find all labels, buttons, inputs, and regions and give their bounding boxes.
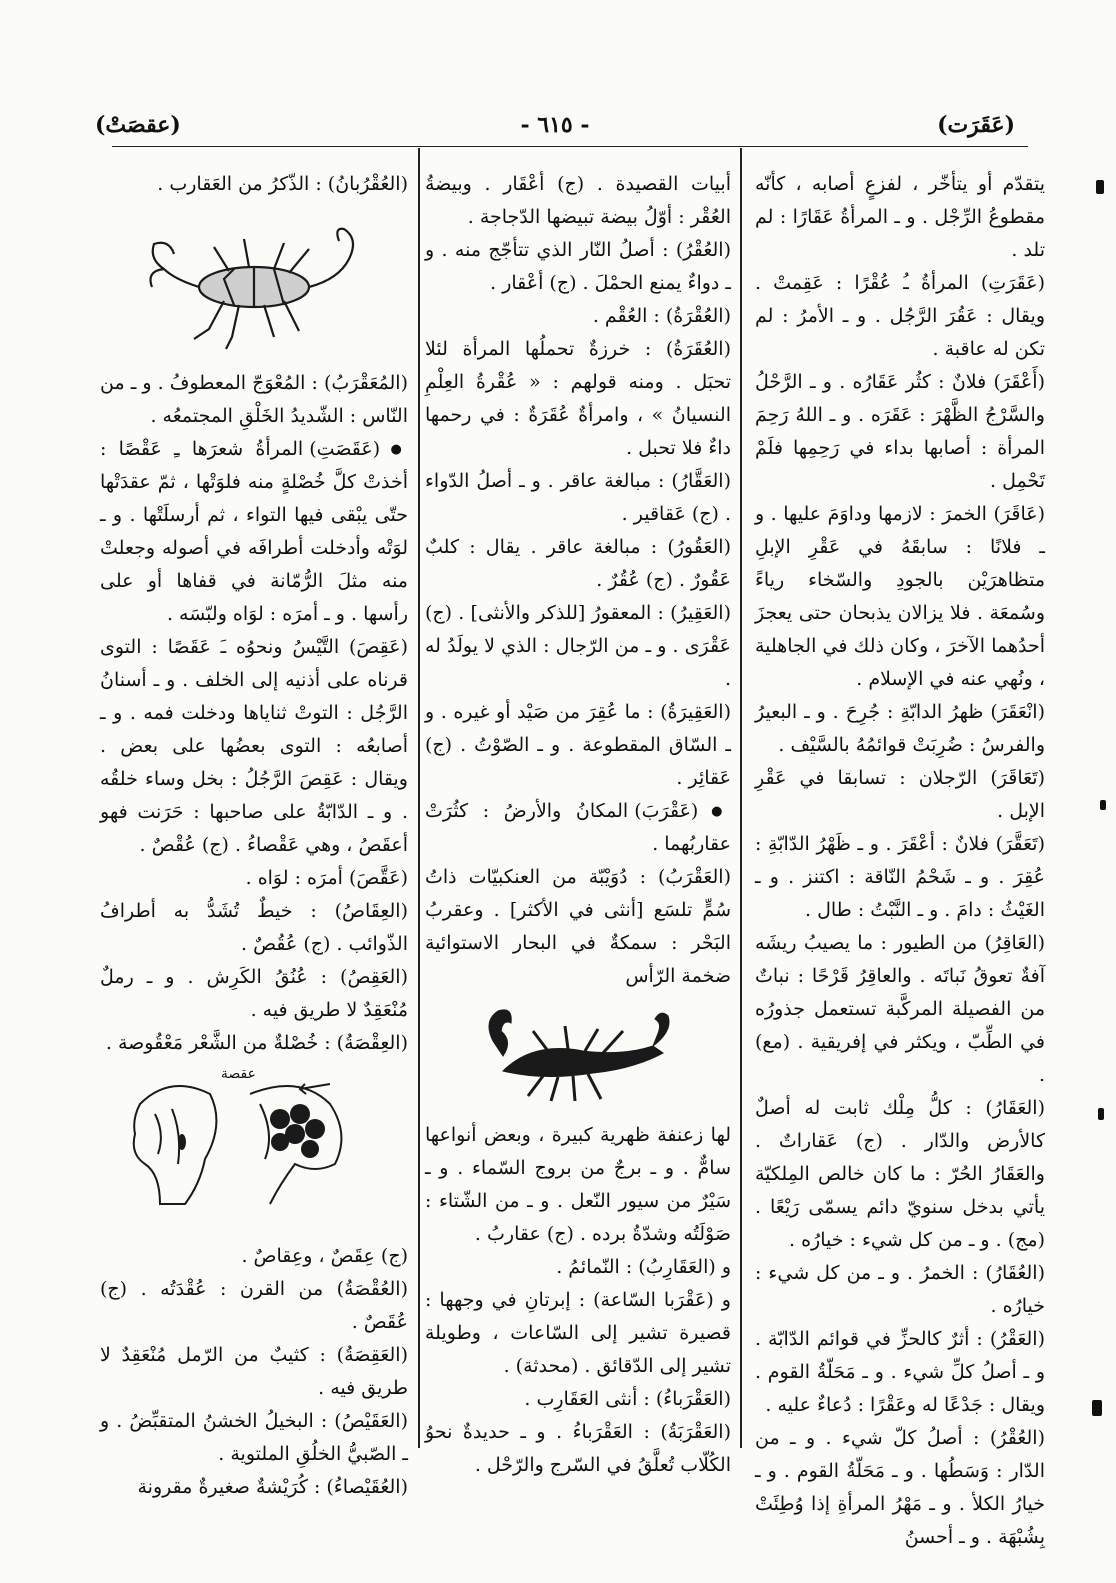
entry: (العُقَارُ) : الخمرُ . و ـ من كل شيء : خيارُه .: [755, 1262, 1045, 1317]
entry: (تَعَقَّرَ) فلانٌ : أعْقَرَ . و ـ ظَهْرُ الدّابّةِ : عُقِرَ . و ـ شَحْمُ النّاقة : اكتنز . و ـ الغَيْثُ : دامَ . و ـ النَّبْتُ : طال .: [755, 833, 1045, 921]
entry: (العَقْرَبَةُ) : العَقْرَباءُ . و ـ حديدةٌ نحوُ الكُلّاب تُعلَّقُ في السّرج والرّحْل .: [425, 1421, 731, 1476]
entry: ● (عَقَصَتِ) المرأةُ شعرَها ـِ عَقْصًا : أخذتْ كلَّ خُصْلةٍ منه فلوَتْها ، ثمّ عقدَتْها حتّى يبْقى فيها التواء ، ثم أرسلَتْها . و ـ لوَتْه وأدخلت أطرافَه في أصوله وجعلتْ منه مثلَ الرُّمّانة في قفاها أو على رأسها . و ـ أمرَه : لوَاه ولبّسَه .: [100, 433, 408, 631]
scan-mark: [1100, 800, 1106, 810]
scan-mark: [1096, 180, 1104, 194]
entry: (العَقِيرُ) : المعقورُ [للذكر والأنثى] . (ج) عَقْرَى . و ـ من الرّجال : الذي لا يولَدُ له .: [425, 602, 731, 690]
entry: لها زعنفة ظهرية كبيرة ، وبعض أنواعها سامٌّ . و ـ برجٌ من بروج السّماء . و ـ سَيْرٌ من سيور النّعل . و ـ من الشّتاء : صَوْلَتُه وشدّةُ برده . (ج) عقاربُ .: [425, 1124, 731, 1245]
page-number: - ٦١٥ -: [520, 112, 590, 138]
entry: (العُقْرُبانُ) : الذّكرُ من العَقارب .: [157, 173, 408, 195]
scan-mark: [1092, 1400, 1102, 1416]
entry: (ج) عِقَصٌ ، وعِقاصٌ .: [241, 1245, 408, 1267]
header-entry-range-end: (عقصَتْ): [95, 112, 181, 138]
entry: (العُقَيْصاءُ) : كُرَيْشةٌ صغيرةٌ مقرونة: [137, 1476, 408, 1498]
entry: (المُعَقْرَبُ) : المُعْوَجّ المعطوفُ . و ـ من النّاس : الشّديدُ الخَلْقِ المجتمعُه .: [100, 372, 408, 427]
column-left: [100, 168, 408, 1504]
scorpion-illustration: [134, 209, 374, 359]
entry: ● (عَقْرَبَ) المكانُ والأرضُ : كثُرَتْ عقاربُهما .: [425, 795, 731, 861]
entry: (عَاقَرَ) الخمرَ : لازمها وداوَمَ عليها . و ـ فلانًا : سابقَهُ في عَقْرِ الإبلِ متظاهرَيْن بالجودِ والسّخاء رياءً وسُمعَة . فلا يزالان يذبحان حتى يعجزَ أحدُهما الآخرَ ، وكان ذلك في الجاهلية ، ونُهي عنه في الإسلام .: [755, 503, 1045, 690]
entry: (عَقِصَ) التَّيْسُ ونحوُه ـَ عَقَصًا : التوى قرناه على أذنيه إلى الخلف . و ـ أسنانُ الرَّجُل : التوتْ ثناياها ودخلت فمه . و ـ أصابعُه : التوى بعضُها على بعض . ويقال : عَقِصَ الرَّجُلُ : بخل وساء خلقُه . و ـ الدّابّةُ على صاحبها : حَرَنت فهو أعقَصُ ، وهي عَقْصاءُ . (ج) عُقْصٌ .: [100, 636, 408, 856]
hair-illustration: [100, 1064, 370, 1239]
entry: أبيات القصيدة . (ج) أعْقَار . وبيضةُ العُقْر : أوّلُ بيضة تبيضها الدّجاجة .: [425, 173, 731, 228]
entry: (عَقَرَتِ) المرأةُ ـُ عُقْرًا : عَقِمتْ . ويقال : عَقُرَ الرَّجُل . و ـ الأمرُ : لم تكن له عاقبة .: [755, 272, 1045, 360]
header-entry-range-start: (عَقَرَت): [937, 112, 1015, 138]
entry: (العُقْرُ) : أصلُ كلّ شيء . و ـ من الدّار : وَسَطُها . و ـ مَحَلّةُ القوم . و ـ خيارُ الكلأ . و ـ مَهْرُ المرأةِ إذا وُطِئَتْ بِشُبْهَة . و ـ أحسنُ: [755, 1427, 1045, 1548]
entry: و (العَقَارِبُ) : النّمائمُ .: [556, 1256, 731, 1278]
scan-mark: [1098, 1108, 1104, 1120]
entry: (العُقَرَةُ) : خرزةٌ تحملُها المرأة لئلا تحبَل . ومنه قولهم : « عُقْرةُ العِلْمِ النسيانُ » ، وامرأةٌ عُقَرَةٌ : في رحمها داءٌ فلا تحبل .: [425, 338, 731, 459]
column-divider-left: [418, 148, 420, 1448]
entry: (تَعَاقَرَ) الرّجلان : تسابقا في عَقْرِ الإبل .: [755, 767, 1045, 822]
entry: (العَقَيْصُ) : البخيلُ الخشنُ المتقبِّضُ . و ـ الصّبيُّ الخلُقِ الملتوية .: [100, 1410, 408, 1465]
entry: (أَعْقَرَ) فلانٌ : كثُر عَقَارُه . و ـ الرَّحْلُ والسَّرْجُ الظَّهْرَ : عَقَرَه . و ـ اللهُ رَحِمَ المرأة : أصابها بداء في رَحِمِها فلَمْ تَحْمِل .: [755, 371, 1045, 492]
entry: (العَقُورُ) : مبالغة عاقر . يقال : كلبٌ عَقُورٌ . (ج) عُقُرٌ .: [425, 536, 731, 591]
entry: يتقدّم أو يتأخّر ، لفزعٍ أصابه ، كأنّه مقطوعُ الرِّجْل . و ـ المرأةُ عَقَارًا : لم تلد .: [755, 173, 1045, 261]
hair-braid-figure: [100, 1060, 408, 1240]
header-rule: [112, 146, 1028, 147]
entry: (العِقَاصُ) : خيطٌ تُشَدُّ به أطرافُ الذّوائب . (ج) عُقُصٌ .: [100, 900, 408, 955]
page-header: [95, 112, 1015, 148]
entry: (انْعَقَرَ) ظهرُ الدابّةِ : جُرِحَ . و ـ البعيرُ والفرسُ : ضُرِبَتْ قوائمُهُ بالسَّيْف .: [755, 701, 1045, 756]
entry: (العَقْرَبُ) : دُوَيْبّة من العنكبيّات ذاتُ سُمٍّ تلسَع [أنثى في الأكثر] . وعقربُ البَحْر : سمكةٌ في البحار الاستوائية ضخمة الرّأس: [425, 866, 731, 987]
entry: و (عَقْرَبا السّاعة) : إبرتانِ في وجهها : قصيرة تشير إلى السّاعات ، وطويلة تشير إلى الدّقائق . (محدثة) .: [425, 1289, 731, 1377]
entry: (العَقَارُ) : كلُّ مِلْك ثابت له أصلٌ كالأرض والدّار . (ج) عَقاراتٌ . والعَقَارُ الحُرّ : ما كان خالص المِلكيّة يأتي بدخل سنويّ دائم يسمّى رَيْعًا . (مج) . و ـ من كل شيء : خيارُه .: [755, 1097, 1045, 1251]
entry: (العَقْرُ) : أثرٌ كالحزِّ في قوائم الدّابّة . و ـ أصلُ كلِّ شيء . و ـ مَحَلّةُ القوم . ويقال : جَدْعًا له وعَقْرًا : دُعاءٌ عليه .: [755, 1328, 1045, 1416]
entry: (العَقِصَةُ) : كثيبٌ من الرّمل مُنْعَقِدٌ لا طريق فيه .: [100, 1344, 408, 1399]
entry: (العُقْرَةُ) : العُقْم .: [592, 305, 731, 327]
entry: (العُقْصَةُ) من القرن : عُقْدَتُه . (ج) عُقَصٌ .: [100, 1278, 408, 1333]
entry: (العَقْرَباءُ) : أنثى العَقَارِب .: [524, 1388, 731, 1410]
figure-label: عقصة: [220, 1066, 256, 1082]
entry: (العَاقِرُ) من الطيور : ما يصيبُ ريشَه آفةٌ تعوقُ نَباتَه . والعاقِرُ قَرْحًا : نباتٌ من الفصيلة المركَّبة تستعمل جذورُه في الطِّبّ ، ويكثر في إفريقية . (مع) .: [755, 932, 1045, 1086]
entry: (العِقْصَةُ) : خُصْلةٌ من الشَّعْر مَعْقُوصة .: [105, 1032, 408, 1054]
entry: (العَقَّارُ) : مبالغة عاقر . و ـ أصلُ الدّواء . (ج) عَقاقير .: [425, 470, 731, 525]
column-divider-right: [740, 148, 742, 1448]
entry: (العُقْرُ) : أصلُ النّار الذي تتأجّج منه . و ـ دواءٌ يمنع الحمْلَ . (ج) أعْقار .: [425, 239, 731, 294]
sea-scorpion-illustration: [473, 1001, 683, 1111]
column-right: [755, 168, 1045, 1554]
entry: (عَقَّصَ) أمرَه : لوَاه .: [245, 867, 408, 889]
entry: (العَقِصُ) : عُنُقُ الكَرِش . و ـ رملٌ مُنْعَقِدٌ لا طريق فيه .: [100, 966, 408, 1021]
column-middle: [425, 168, 731, 1482]
entry: (العَقِيرَةُ) : ما عُقِرَ من صَيْد أو غيره . و ـ السّاق المقطوعة . و ـ الصّوْتُ . (ج) عَقائِر .: [425, 701, 731, 789]
